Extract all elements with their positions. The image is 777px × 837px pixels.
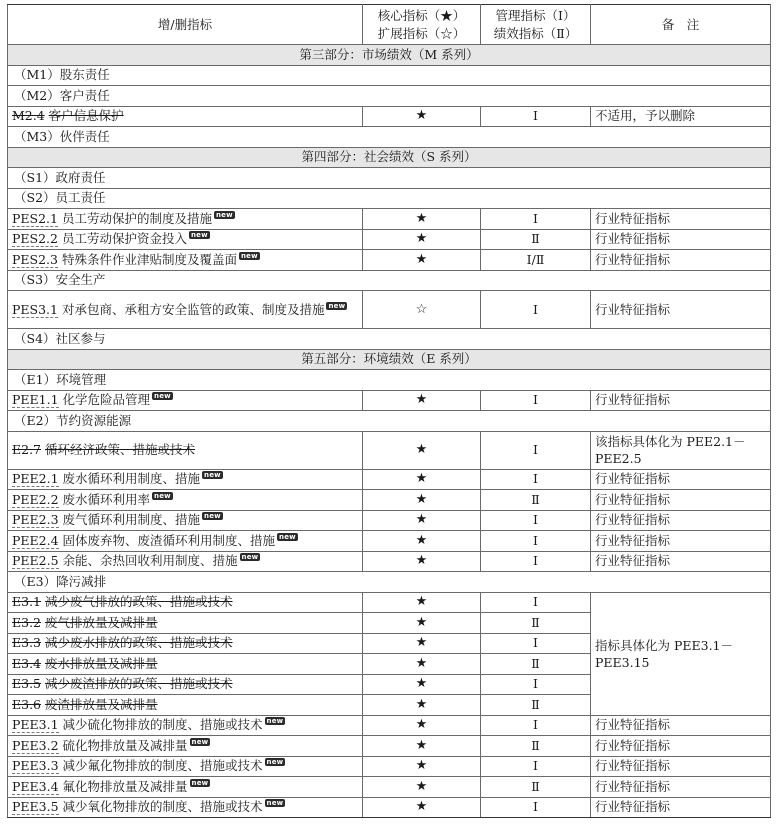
indicator-name: 员工劳动保护资金投入 — [61, 231, 187, 247]
indicator-cell — [8, 250, 363, 271]
section-title-env: 第五部分：环境绩效（E 系列） — [8, 349, 771, 370]
group-e2: （E2）节约资源能源 — [8, 411, 771, 432]
note-cell: 行业特征指标 — [591, 510, 771, 531]
group-row — [8, 65, 771, 86]
note-cell: 行业特征指标 — [591, 715, 771, 736]
indicator-cell — [8, 209, 363, 230]
table-row — [8, 250, 771, 271]
indicator-cell — [8, 736, 363, 757]
type-mark: Ⅰ — [481, 674, 591, 695]
indicator-name: 员工劳动保护的制度及措施 — [61, 210, 212, 226]
header-indicator: 增/删指标 — [8, 5, 363, 45]
indicator-code: PEE3.5 — [12, 799, 59, 815]
indicator-code: PEE3.3 — [12, 758, 59, 774]
new-badge: new — [154, 491, 171, 500]
indicator-code: PEE2.5 — [12, 553, 59, 569]
new-badge: new — [266, 799, 284, 808]
core-mark: ★ — [363, 431, 481, 469]
header-performance-label: 绩效指标（Ⅱ） — [493, 25, 578, 41]
indicator-name: 循环经济政策、措施或技术 — [45, 442, 196, 457]
type-mark: Ⅱ — [481, 490, 591, 511]
indicator-name: 减少氟化物排放的制度、措施或技术 — [62, 758, 263, 774]
core-mark: ★ — [363, 695, 481, 716]
indicator-cell — [8, 797, 363, 818]
indicator-name: 对承包商、承租方安全监管的政策、制度及措施 — [61, 302, 325, 317]
type-mark: Ⅰ — [481, 390, 591, 411]
table-row — [8, 592, 771, 613]
indicator-name: 化学危险品管理 — [62, 392, 151, 408]
new-badge: new — [266, 717, 284, 726]
group-m2: （M2）客户责任 — [8, 86, 771, 107]
new-badge: new — [154, 392, 171, 401]
indicator-table-container — [7, 4, 770, 818]
note-cell: 行业特征指标 — [591, 551, 771, 572]
indicator-name: 特殊条件作业津贴制度及覆盖面 — [61, 251, 237, 267]
core-mark: ★ — [363, 592, 481, 613]
indicator-cell — [8, 695, 363, 716]
note-cell: 行业特征指标 — [591, 209, 771, 230]
core-mark: ★ — [363, 797, 481, 818]
note-cell: 行业特征指标 — [591, 797, 771, 818]
indicator-table — [7, 4, 771, 818]
note-cell: 行业特征指标 — [591, 229, 771, 250]
section-row — [8, 45, 771, 66]
type-mark: Ⅰ — [481, 715, 591, 736]
indicator-name: 废气循环利用制度、措施 — [62, 512, 201, 528]
core-mark: ★ — [363, 777, 481, 798]
indicator-code: PES2.3 — [12, 251, 58, 267]
indicator-code: E3.2 — [12, 614, 42, 630]
table-header-row — [8, 5, 771, 45]
type-mark: Ⅱ — [481, 229, 591, 250]
core-mark: ★ — [363, 551, 481, 572]
new-badge: new — [204, 512, 221, 521]
type-mark: Ⅰ — [481, 633, 591, 654]
indicator-name: 减少硫化物排放的制度、措施或技术 — [62, 717, 263, 733]
indicator-code: PEE3.1 — [12, 717, 59, 733]
table-row — [8, 551, 771, 572]
indicator-code: PES2.2 — [12, 231, 58, 247]
indicator-code: PEE1.1 — [12, 392, 59, 408]
type-mark: Ⅰ — [481, 531, 591, 552]
group-row — [8, 168, 771, 189]
new-badge: new — [190, 231, 208, 240]
table-row — [8, 291, 771, 329]
note-cell: 行业特征指标 — [591, 469, 771, 490]
core-mark: ★ — [363, 229, 481, 250]
indicator-name: 固体废弃物、废渣循环利用制度、措施 — [62, 532, 276, 548]
indicator-cell — [8, 291, 363, 329]
core-mark: ★ — [363, 531, 481, 552]
indicator-code: E3.3 — [12, 635, 42, 651]
merged-note-cell: 指标具体化为 PEE3.1－PEE3.15 — [591, 592, 771, 715]
indicator-cell — [8, 431, 363, 469]
group-s1: （S1）政府责任 — [8, 168, 771, 189]
indicator-cell — [8, 756, 363, 777]
group-e3: （E3）降污减排 — [8, 572, 771, 593]
indicator-name: 减少废气排放的政策、措施或技术 — [45, 594, 233, 610]
note-cell: 行业特征指标 — [591, 390, 771, 411]
group-m3: （M3）伙伴责任 — [8, 127, 771, 148]
note-cell: 该指标具体化为 PEE2.1－PEE2.5 — [591, 431, 771, 469]
indicator-cell — [8, 469, 363, 490]
new-badge: new — [240, 251, 258, 260]
indicator-code: PEE3.2 — [12, 737, 59, 753]
core-mark: ★ — [363, 756, 481, 777]
indicator-name: 废水循环利用制度、措施 — [62, 471, 201, 487]
core-mark: ★ — [363, 613, 481, 634]
table-row — [8, 390, 771, 411]
core-mark: ★ — [363, 510, 481, 531]
type-mark: Ⅱ — [481, 654, 591, 675]
table-row — [8, 777, 771, 798]
header-extended-label: 扩展指标（☆） — [377, 25, 466, 41]
group-s3: （S3）安全生产 — [8, 270, 771, 291]
extended-mark: ☆ — [363, 291, 481, 329]
group-row — [8, 188, 771, 209]
section-row — [8, 147, 771, 168]
type-mark: Ⅰ — [481, 291, 591, 329]
indicator-name: 减少氧化物排放的制度、措施或技术 — [62, 799, 263, 815]
group-row — [8, 127, 771, 148]
indicator-code: M2.4 — [12, 108, 45, 124]
indicator-name: 氟化物排放量及减排量 — [62, 778, 188, 794]
group-m1: （M1）股东责任 — [8, 65, 771, 86]
type-mark: Ⅱ — [481, 613, 591, 634]
indicator-name: 硫化物排放量及减排量 — [62, 737, 188, 753]
indicator-code: E2.7 — [12, 442, 42, 457]
new-badge: new — [279, 532, 296, 541]
indicator-code: E3.5 — [12, 676, 42, 692]
core-mark: ★ — [363, 736, 481, 757]
group-s2: （S2）员工责任 — [8, 188, 771, 209]
note-cell: 行业特征指标 — [591, 531, 771, 552]
table-row — [8, 736, 771, 757]
group-row — [8, 270, 771, 291]
indicator-code: PEE2.2 — [12, 491, 59, 507]
note-cell: 行业特征指标 — [591, 756, 771, 777]
table-row — [8, 490, 771, 511]
group-row — [8, 86, 771, 107]
type-mark: Ⅰ — [481, 592, 591, 613]
type-mark: Ⅱ — [481, 695, 591, 716]
indicator-cell — [8, 390, 363, 411]
group-row — [8, 411, 771, 432]
type-mark: Ⅰ — [481, 510, 591, 531]
section-title-market: 第三部分：市场绩效（M 系列） — [8, 45, 771, 66]
core-mark: ★ — [363, 469, 481, 490]
type-mark: Ⅰ — [481, 431, 591, 469]
note-cell: 行业特征指标 — [591, 736, 771, 757]
header-core-label: 核心指标（★） — [377, 7, 466, 23]
type-mark: Ⅰ — [481, 797, 591, 818]
indicator-name: 余能、余热回收利用制度、措施 — [62, 553, 238, 569]
header-core-extended — [363, 5, 481, 45]
type-mark: Ⅰ — [481, 469, 591, 490]
indicator-cell — [8, 592, 363, 613]
group-row — [8, 370, 771, 391]
table-row — [8, 469, 771, 490]
new-badge: new — [204, 471, 221, 480]
core-mark: ★ — [363, 654, 481, 675]
type-mark: Ⅰ — [481, 106, 591, 127]
type-mark: Ⅰ — [481, 551, 591, 572]
group-e1: （E1）环境管理 — [8, 370, 771, 391]
indicator-name: 减少废水排放的政策、措施或技术 — [45, 635, 233, 651]
table-row — [8, 756, 771, 777]
indicator-cell — [8, 106, 363, 127]
indicator-cell — [8, 510, 363, 531]
table-row — [8, 531, 771, 552]
indicator-name: 废水循环利用率 — [62, 491, 151, 507]
section-title-social: 第四部分：社会绩效（S 系列） — [8, 147, 771, 168]
new-badge: new — [266, 758, 284, 767]
new-badge: new — [191, 778, 209, 787]
new-badge: new — [191, 737, 209, 746]
header-management-performance — [481, 5, 591, 45]
indicator-code: PEE2.4 — [12, 532, 59, 548]
type-mark: Ⅱ — [481, 736, 591, 757]
indicator-code: PEE2.1 — [12, 471, 59, 487]
core-mark: ★ — [363, 490, 481, 511]
table-row — [8, 431, 771, 469]
header-management-label: 管理指标（Ⅰ） — [495, 7, 576, 23]
indicator-name: 废渣排放量及减排量 — [45, 696, 158, 712]
type-mark: Ⅰ — [481, 209, 591, 230]
note-cell: 行业特征指标 — [591, 490, 771, 511]
core-mark: ★ — [363, 250, 481, 271]
group-s4: （S4）社区参与 — [8, 329, 771, 350]
indicator-code: PES2.1 — [12, 210, 58, 226]
core-mark: ★ — [363, 209, 481, 230]
indicator-cell — [8, 777, 363, 798]
indicator-cell — [8, 674, 363, 695]
indicator-code: E3.4 — [12, 655, 42, 671]
new-badge: new — [328, 302, 346, 310]
indicator-name: 废气排放量及减排量 — [45, 614, 158, 630]
note-cell: 不适用，予以删除 — [591, 106, 771, 127]
core-mark: ★ — [363, 633, 481, 654]
group-row — [8, 572, 771, 593]
indicator-cell — [8, 715, 363, 736]
indicator-code: E3.6 — [12, 696, 42, 712]
table-row — [8, 510, 771, 531]
indicator-code: E3.1 — [12, 594, 42, 610]
section-row — [8, 349, 771, 370]
core-mark: ★ — [363, 106, 481, 127]
indicator-cell — [8, 229, 363, 250]
indicator-code: PEE2.3 — [12, 512, 59, 528]
note-cell: 行业特征指标 — [591, 777, 771, 798]
note-cell: 行业特征指标 — [591, 291, 771, 329]
indicator-code: PEE3.4 — [12, 778, 59, 794]
indicator-code: PES3.1 — [12, 302, 58, 317]
core-mark: ★ — [363, 390, 481, 411]
note-cell: 行业特征指标 — [591, 250, 771, 271]
indicator-name: 减少废渣排放的政策、措施或技术 — [45, 676, 233, 692]
core-mark: ★ — [363, 674, 481, 695]
table-row — [8, 715, 771, 736]
table-row — [8, 797, 771, 818]
table-row — [8, 229, 771, 250]
type-mark: Ⅱ — [481, 777, 591, 798]
new-badge: new — [241, 553, 259, 562]
indicator-cell — [8, 551, 363, 572]
indicator-cell — [8, 613, 363, 634]
indicator-cell — [8, 490, 363, 511]
table-row — [8, 209, 771, 230]
new-badge: new — [215, 210, 233, 219]
header-note: 备 注 — [591, 5, 771, 45]
indicator-name: 客户信息保护 — [48, 108, 124, 124]
group-row — [8, 329, 771, 350]
indicator-cell — [8, 633, 363, 654]
type-mark: Ⅰ/Ⅱ — [481, 250, 591, 271]
type-mark: Ⅰ — [481, 756, 591, 777]
indicator-cell — [8, 654, 363, 675]
core-mark: ★ — [363, 715, 481, 736]
table-row — [8, 106, 771, 127]
indicator-name: 废水排放量及减排量 — [45, 655, 158, 671]
indicator-cell — [8, 531, 363, 552]
